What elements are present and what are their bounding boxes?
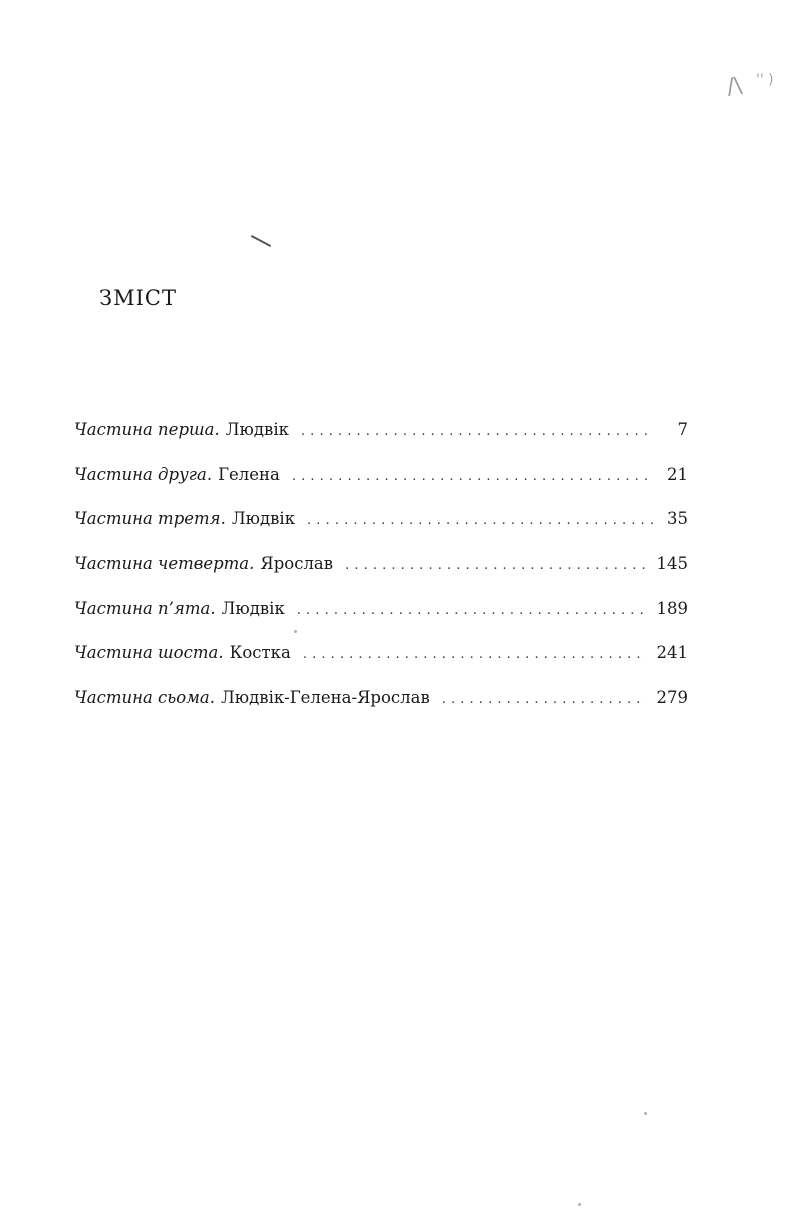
toc-entry bbox=[74, 509, 688, 554]
toc-entry bbox=[74, 643, 688, 688]
toc-dot-leader bbox=[297, 603, 647, 618]
toc-entry-title: Людвік-Гелена-Ярослав bbox=[220, 688, 430, 708]
toc-entry-part: Частина четверта. bbox=[74, 554, 255, 574]
toc-dot-leader bbox=[345, 558, 646, 573]
toc-dot-leader bbox=[301, 424, 654, 439]
toc-list bbox=[74, 420, 688, 733]
toc-entry-title: Ярослав bbox=[260, 554, 334, 574]
toc-entry-page: 35 bbox=[667, 509, 688, 529]
toc-entry-page: 21 bbox=[667, 464, 688, 484]
toc-heading: ЗМІСТ bbox=[99, 286, 177, 310]
scan-speck bbox=[578, 1203, 581, 1206]
toc-entry bbox=[74, 554, 688, 599]
toc-entry-title: Гелена bbox=[218, 464, 280, 484]
toc-entry-page: 189 bbox=[656, 598, 688, 618]
toc-dot-leader bbox=[292, 469, 654, 484]
toc-entry-page: 7 bbox=[677, 420, 688, 439]
scan-speck bbox=[251, 235, 271, 247]
toc-entry-page: 279 bbox=[656, 688, 688, 708]
toc-entry bbox=[74, 420, 688, 465]
handwritten-mark: /\ bbox=[725, 73, 744, 100]
toc-entry-part: Частина сьома. bbox=[74, 688, 215, 708]
toc-entry-title: Людвік bbox=[221, 598, 285, 618]
toc-entry-part: Частина п’ята. bbox=[74, 598, 216, 618]
toc-entry-page: 145 bbox=[656, 554, 688, 574]
scan-speck bbox=[644, 1112, 647, 1115]
toc-entry-part: Частина перша. bbox=[74, 420, 220, 439]
toc-entry-part: Частина шоста. bbox=[74, 643, 224, 663]
toc-entry bbox=[74, 688, 688, 733]
toc-dot-leader bbox=[307, 513, 654, 528]
toc-entry-part: Частина третя. bbox=[74, 509, 226, 529]
toc-entry bbox=[74, 599, 688, 644]
toc-dot-leader bbox=[442, 692, 647, 707]
toc-entry-page: 241 bbox=[656, 643, 688, 663]
toc-entry-title: Людвік bbox=[231, 509, 296, 529]
toc-entry-title: Костка bbox=[229, 643, 291, 663]
toc-dot-leader bbox=[303, 647, 647, 662]
handwritten-mark-small: '' ) bbox=[756, 72, 774, 88]
toc-entry-part: Частина друга. bbox=[74, 464, 213, 484]
toc-entry-title: Людвік bbox=[225, 420, 289, 439]
toc-entry bbox=[74, 465, 688, 510]
